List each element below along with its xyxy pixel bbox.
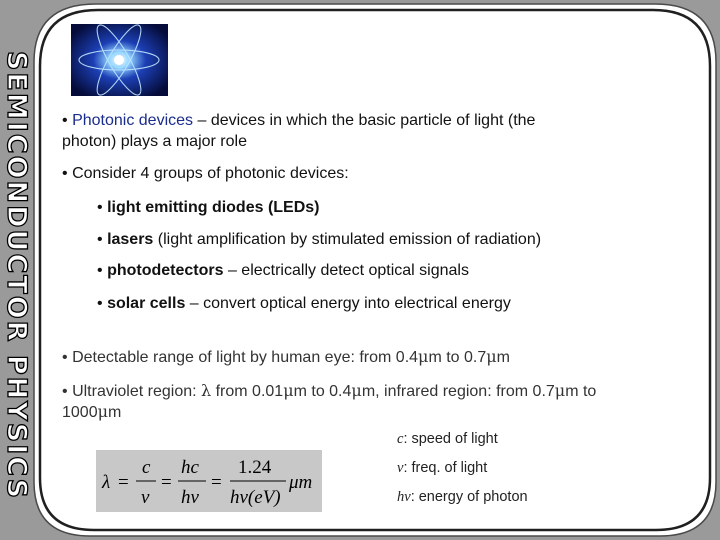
mu-symbol: μ bbox=[486, 347, 497, 366]
formula-c-num: c bbox=[142, 457, 151, 478]
bullet-dot: • bbox=[62, 349, 68, 366]
vertical-title bbox=[0, 40, 34, 510]
photodetectors-term: photodetectors bbox=[107, 262, 224, 279]
bullet-dot: • bbox=[97, 295, 103, 312]
ir-text-f: 1000 bbox=[62, 404, 98, 421]
bullet-dot: • bbox=[97, 199, 103, 216]
legend-hnu-text: : energy of photon bbox=[410, 489, 528, 505]
legend-c-text: : speed of light bbox=[403, 431, 498, 447]
consider-groups-text: Consider 4 groups of photonic devices: bbox=[72, 165, 349, 182]
formula-nu-den: ν bbox=[141, 487, 150, 508]
ir-text-e: m to bbox=[565, 383, 597, 400]
bullet-dot: • bbox=[97, 262, 103, 279]
photonic-devices-term: Photonic devices bbox=[72, 112, 194, 129]
uv-text-c: m to 0.4 bbox=[293, 383, 352, 400]
mu-symbol: μ bbox=[351, 381, 362, 400]
photodetectors-desc: – electrically detect optical signals bbox=[223, 262, 469, 279]
sub-bullet-lasers bbox=[97, 230, 541, 250]
mu-symbol: μ bbox=[283, 381, 294, 400]
solar-cells-desc: – convert optical energy into electrical energy bbox=[185, 295, 511, 312]
photonic-devices-desc-b: photon) plays a major role bbox=[62, 133, 247, 150]
uv-region-label: Ultraviolet region: bbox=[72, 383, 202, 400]
solar-cells-term: solar cells bbox=[107, 295, 186, 312]
detectable-range-text-c: m bbox=[496, 349, 510, 366]
formula-unit: μm bbox=[289, 472, 313, 493]
mu-symbol: μ bbox=[418, 347, 429, 366]
legend-c bbox=[397, 431, 498, 448]
bullet-uv-ir-region bbox=[62, 381, 596, 402]
sub-bullet-solar-cells bbox=[97, 294, 511, 314]
bullet-photonic-devices bbox=[62, 111, 535, 131]
lasers-desc: (light amplification by stimulated emission of radiation) bbox=[153, 231, 542, 248]
detectable-range-text-a: Detectable range of light by human eye: from 0.4 bbox=[72, 349, 419, 366]
formula-hnu-den: hν bbox=[181, 487, 199, 508]
bullet-dot: • bbox=[62, 383, 68, 400]
atom-logo-image bbox=[71, 24, 168, 96]
lasers-term: lasers bbox=[107, 231, 154, 248]
detectable-range-text-b: m to 0.7 bbox=[428, 349, 487, 366]
legend-nu bbox=[397, 460, 487, 477]
legend-nu-text: : freq. of light bbox=[403, 460, 488, 476]
ir-text-g: m bbox=[108, 404, 122, 421]
leds-term: light emitting diodes (LEDs) bbox=[107, 199, 320, 216]
bullet-detectable-range bbox=[62, 347, 510, 368]
formula-lambda: λ bbox=[102, 472, 111, 493]
sub-bullet-photodetectors bbox=[97, 261, 469, 281]
formula-hnu-ev-den: hν(eV) bbox=[230, 487, 281, 508]
legend-nu-symbol: ν bbox=[397, 460, 404, 476]
bullet-dot: • bbox=[62, 165, 68, 182]
bullet-dot: • bbox=[97, 231, 103, 248]
legend-hnu-symbol: hν bbox=[397, 489, 411, 505]
formula-124-num: 1.24 bbox=[238, 457, 272, 478]
wavelength-formula bbox=[96, 450, 322, 512]
formula-eq-2: = bbox=[161, 472, 172, 493]
formula-hc-num: hc bbox=[181, 457, 199, 478]
mu-symbol: μ bbox=[554, 381, 566, 400]
vertical-title-text: SEMICONDUCTOR PHYSICS bbox=[1, 50, 33, 500]
lambda-symbol: λ bbox=[201, 381, 212, 400]
uv-text-b: from 0.01 bbox=[211, 383, 284, 400]
sub-bullet-leds bbox=[97, 198, 320, 218]
legend-c-symbol: c bbox=[397, 431, 404, 447]
ir-text-d: m, infrared region: from 0.7 bbox=[361, 383, 555, 400]
formula-eq-3: = bbox=[211, 472, 222, 493]
bullet-consider-groups bbox=[62, 164, 349, 184]
mu-symbol: μ bbox=[97, 402, 108, 421]
photonic-devices-desc-a: – devices in which the basic particle of light (the bbox=[193, 112, 536, 129]
formula-eq-1: = bbox=[118, 472, 129, 493]
legend-hnu bbox=[397, 489, 528, 506]
wavelength-formula-box bbox=[96, 450, 322, 512]
bullet-dot: • bbox=[62, 112, 68, 129]
uv-ir-region-line2 bbox=[62, 402, 121, 423]
